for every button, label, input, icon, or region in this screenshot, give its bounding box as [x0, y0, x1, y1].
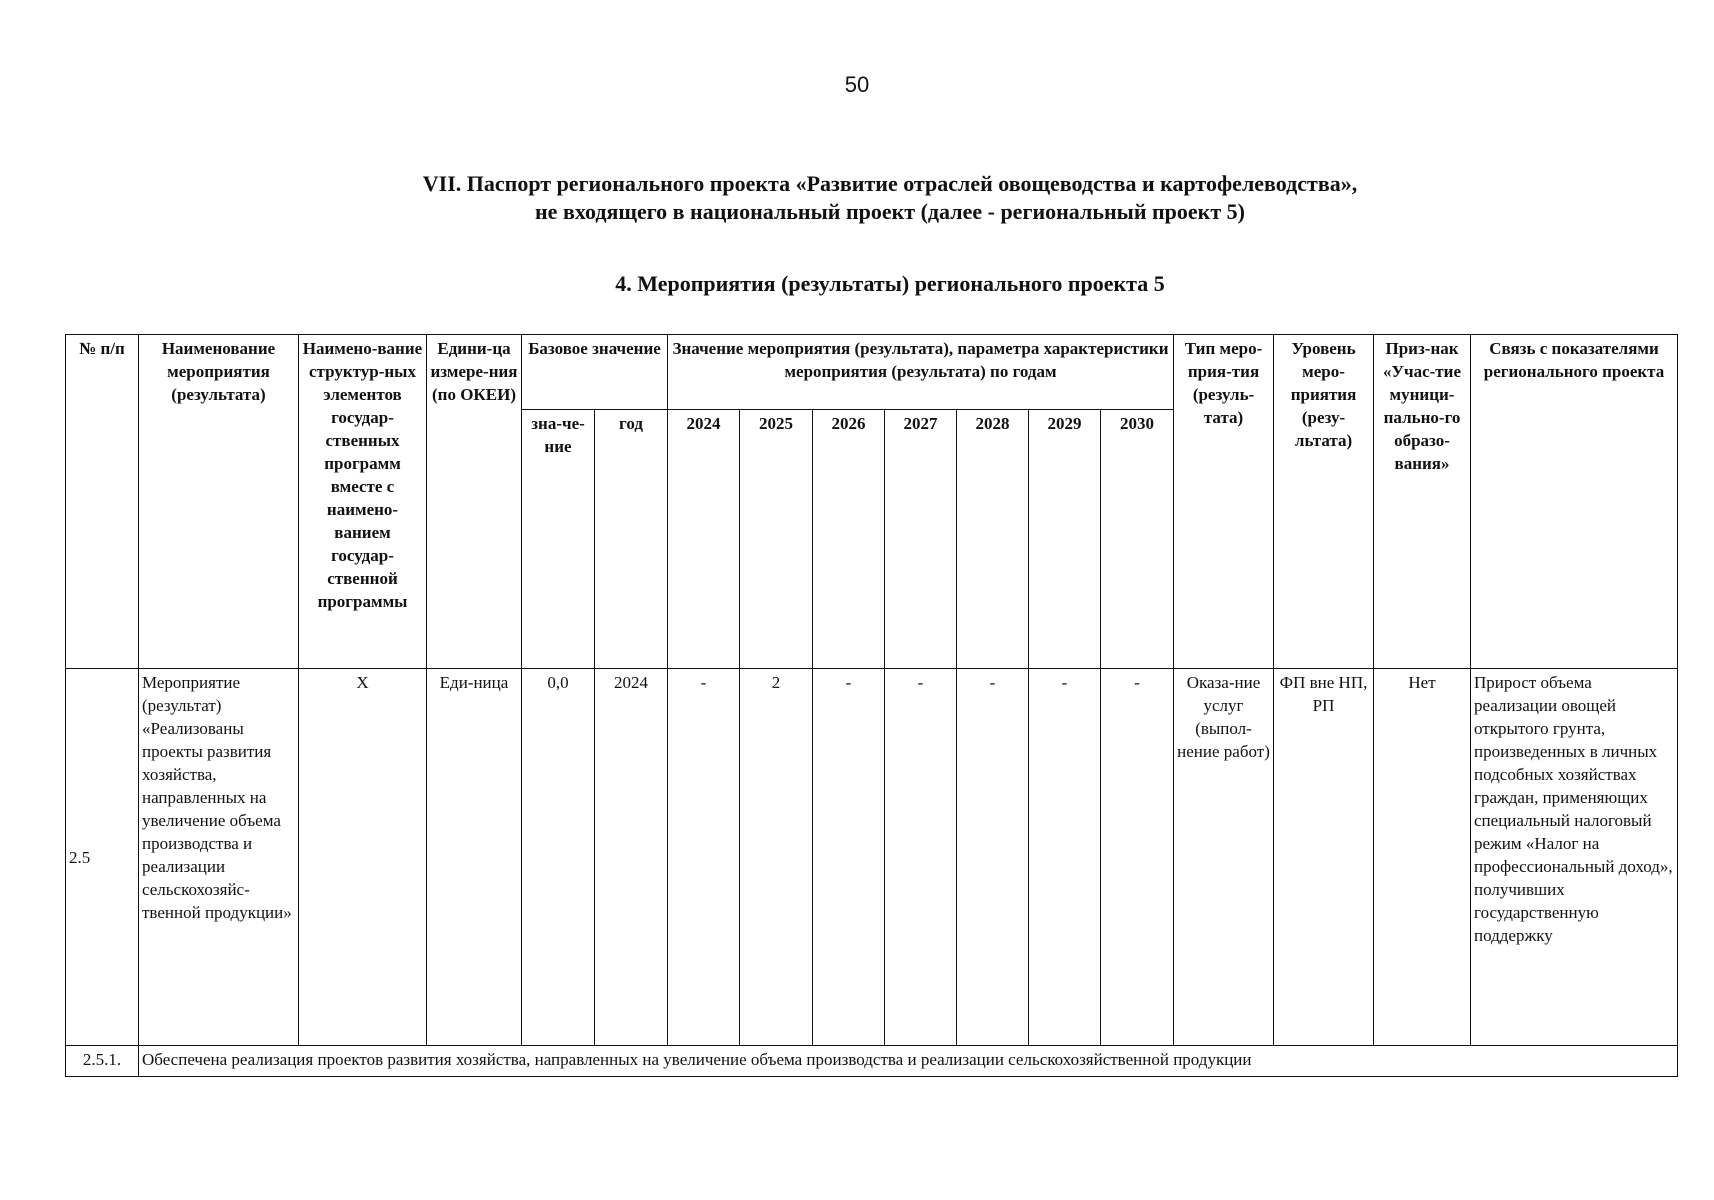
- row-name: Мероприятие (результат) «Реализованы проекты развития хозяйства, направленных на увеличение объема производства и реализации сельскохозяйс-твенной продукции»: [139, 669, 299, 1046]
- header-year-2025: 2025: [740, 410, 813, 669]
- row-muni: Нет: [1374, 669, 1471, 1046]
- header-year-2028: 2028: [957, 410, 1029, 669]
- row-year-2029: -: [1029, 669, 1101, 1046]
- subrow-text: Обеспечена реализация проектов развития хозяйства, направленных на увеличение объема производства и реализации сельскохозяйственной продукции: [139, 1046, 1678, 1077]
- row-struct: X: [299, 669, 427, 1046]
- row-year-2024: -: [668, 669, 740, 1046]
- header-unit: Едини-ца измере-ния (по ОКЕИ): [427, 335, 522, 669]
- header-base: Базовое значение: [522, 335, 668, 410]
- row-base-year: 2024: [595, 669, 668, 1046]
- title-line-2: не входящего в национальный проект (далее - региональный проект 5): [535, 199, 1245, 224]
- document-title: [330, 170, 1450, 226]
- row-year-2028: -: [957, 669, 1029, 1046]
- row-type: Оказа-ние услуг (выпол-нение работ): [1174, 669, 1274, 1046]
- header-num: № п/п: [66, 335, 139, 669]
- header-year-2024: 2024: [668, 410, 740, 669]
- row-year-2026: -: [813, 669, 885, 1046]
- row-link: Прирост объема реализации овощей открытого грунта, произведенных в личных подсобных хозяйствах граждан, применяющих специальный налоговый режим «Налог на профессиональный доход», получивших государственную поддержку: [1471, 669, 1678, 1046]
- header-year-2026: 2026: [813, 410, 885, 669]
- section-title: 4. Мероприятия (результаты) регионального проекта 5: [615, 271, 1165, 296]
- header-year-2030: 2030: [1101, 410, 1174, 669]
- header-row-1: [66, 335, 1678, 410]
- row-num: 2.5: [66, 669, 139, 1046]
- header-values: Значение мероприятия (результата), параметра характеристики мероприятия (результата) по годам: [668, 335, 1174, 410]
- title-line-1: VII. Паспорт регионального проекта «Развитие отраслей овощеводства и картофелеводства»,: [422, 171, 1358, 196]
- header-struct: Наимено-вание структур-ных элементов государ-ственных программ вместе с наимено-ванием государ-ственной программы: [299, 335, 427, 669]
- row-base-value: 0,0: [522, 669, 595, 1046]
- header-base-year: год: [595, 410, 668, 669]
- row-level: ФП вне НП, РП: [1274, 669, 1374, 1046]
- row-year-2027: -: [885, 669, 957, 1046]
- header-link: Связь с показателями регионального проекта: [1471, 335, 1678, 669]
- header-muni: Приз-нак «Учас-тие муници-пально-го образо-вания»: [1374, 335, 1471, 669]
- header-year-2027: 2027: [885, 410, 957, 669]
- table-row: [66, 669, 1678, 1046]
- header-base-value: зна-че-ние: [522, 410, 595, 669]
- table-subrow: [66, 1046, 1678, 1077]
- row-year-2030: -: [1101, 669, 1174, 1046]
- header-name: Наименование мероприятия (результата): [139, 335, 299, 669]
- results-table: [65, 334, 1678, 1077]
- header-type: Тип меро-прия-тия (резуль-тата): [1174, 335, 1274, 669]
- page-number: 50: [844, 72, 870, 97]
- header-year-2029: 2029: [1029, 410, 1101, 669]
- header-level: Уровень меро-приятия (резу-льтата): [1274, 335, 1374, 669]
- row-unit: Еди-ница: [427, 669, 522, 1046]
- subrow-num: 2.5.1.: [66, 1046, 139, 1077]
- row-year-2025: 2: [740, 669, 813, 1046]
